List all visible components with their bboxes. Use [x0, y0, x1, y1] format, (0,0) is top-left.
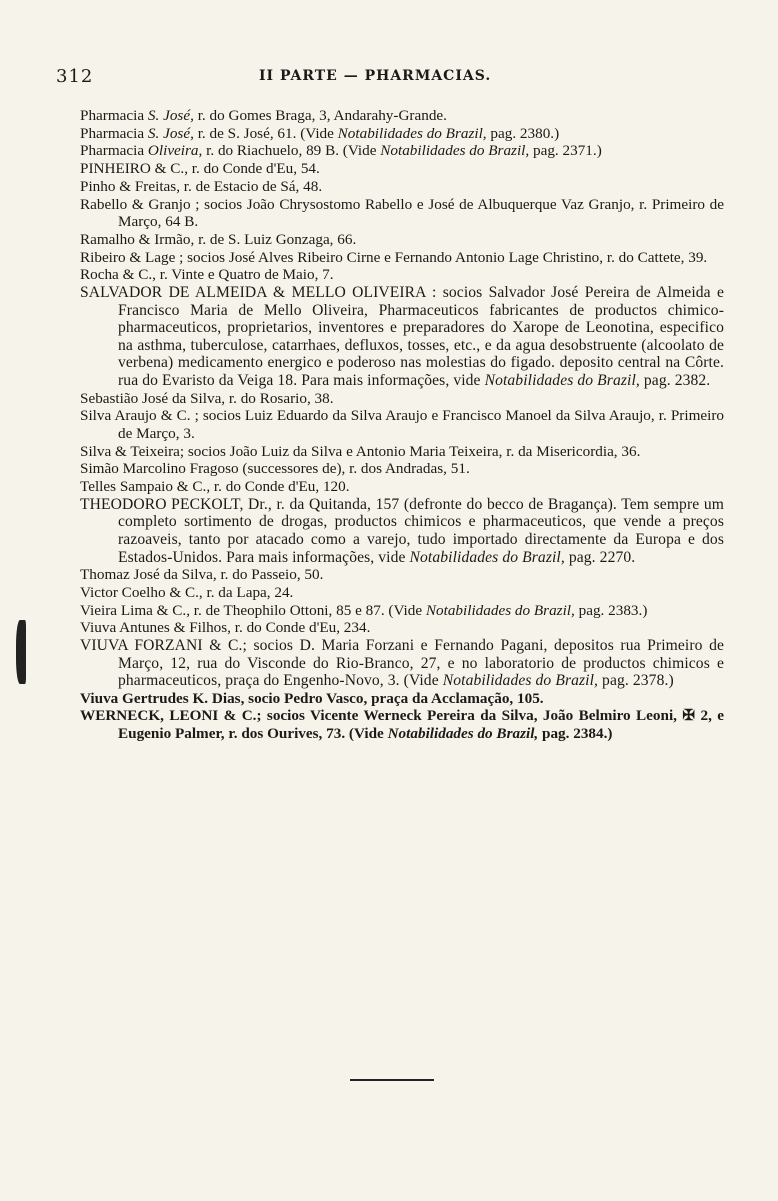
directory-entry: Thomaz José da Silva, r. do Passeio, 50. [80, 566, 324, 584]
pharmacy-directory [80, 107, 724, 743]
directory-entry: PINHEIRO & C., r. do Conde d'Eu, 54. [80, 160, 320, 178]
directory-entry: Pinho & Freitas, r. de Estacio de Sá, 48. [80, 177, 323, 195]
directory-entry: Rocha & C., r. Vinte e Quatro de Maio, 7. [80, 266, 334, 284]
directory-entry: Pharmacia S. José, r. do Gomes Braga, 3, Andarahy-Grande. [80, 107, 447, 124]
end-rule [350, 1079, 434, 1081]
page-number: 312 [56, 66, 94, 87]
directory-entry: Victor Coelho & C., r. da Lapa, 24. [80, 583, 294, 601]
directory-entry: Silva Araujo & C. ; socios Luiz Eduardo da Silva Araujo e Francisco Manoel da Silva Araujo, r. Primeiro de Março, 3. [80, 407, 724, 442]
cross-symbol-icon: ✠ [682, 707, 696, 725]
directory-entry: Viuva Gertrudes K. Dias, socio Pedro Vasco, praça da Acclamação, 105. [80, 689, 544, 707]
directory-entry: Sebastião José da Silva, r. do Rosario, 38. [80, 389, 334, 407]
directory-entry: Viuva Antunes & Filhos, r. do Conde d'Eu, 234. [80, 619, 371, 637]
directory-entry: Silva & Teixeira; socios João Luiz da Silva e Antonio Maria Teixeira, r. da Misericordia, 36. [80, 442, 641, 460]
directory-entry: Ribeiro & Lage ; socios José Alves Ribeiro Cirne e Fernando Antonio Lage Christino, r. do Cattete, 39. [80, 248, 708, 266]
directory-entry: Vieira Lima & C., r. de Theophilo Ottoni, 85 e 87. (Vide Notabilidades do Brazil, pag. 2383.) [80, 601, 648, 619]
page-header [56, 66, 716, 88]
directory-entry: SALVADOR DE ALMEIDA & MELLO OLIVEIRA : socios Salvador José Pereira de Almeida e Francisco Maria de Mello Oliveira, Pharmaceuticos fabricantes de productos chimico-pharmaceuticos, proprietarios, inventores e preparadores do Xarope de Leonotina, especifico na asthma, tuberculose, catarrhaes, defluxos, tosses, etc., e da agua desobstruente (alcoolato de verbena) medicamento energico e poderoso nas molestias do figado. deposito central na Côrte. rua do Evaristo da Veiga 18. Para mais informações, vide Notabilidades do Brazil, pag. 2382. [80, 284, 724, 389]
directory-entry: Pharmacia S. José, r. de S. José, 61. (Vide Notabilidades do Brazil, pag. 2380.) [80, 124, 560, 142]
running-head: II PARTE — PHARMACIAS. [259, 68, 492, 84]
margin-mark [16, 620, 26, 684]
directory-entry: Pharmacia Oliveira, r. do Riachuelo, 89 B. (Vide Notabilidades do Brazil, pag. 2371.) [80, 142, 602, 160]
directory-entry: VIUVA FORZANI & C.; socios D. Maria Forzani e Fernando Pagani, depositos rua Primeiro de Março, 12, rua do Visconde do Rio-Branco, 27, e no laboratorio de productos chimicos e pharmaceuticos, praça do Engenho-Novo, 3. (Vide Notabilidades do Brazil, pag. 2378.) [80, 637, 724, 690]
directory-entry: Ramalho & Irmão, r. de S. Luiz Gonzaga, 66. [80, 230, 357, 248]
directory-entry: WERNECK, LEONI & C.; socios Vicente Werneck Pereira da Silva, João Belmiro Leoni, ✠ 2, e Eugenio Palmer, r. dos Ourives, 73. (Vide Notabilidades do Brazil, pag. 2384.) [80, 707, 724, 743]
directory-entry: Rabello & Granjo ; socios João Chrysostomo Rabello e José de Albuquerque Vaz Granjo, r. Primeiro de Março, 64 B. [80, 195, 724, 231]
directory-entry: THEODORO PECKOLT, Dr., r. da Quitanda, 157 (defronte do becco de Bragança). Tem sempre um completo sortimento de drogas, productos chimicos e pharmaceuticos, que vende a preços razoaveis, tanto por atacado como a varejo, tudo importado directamente da Europa e dos Estados-Unidos. Para mais informações, vide Notabilidades do Brazil, pag. 2270. [80, 495, 724, 566]
directory-entry: Telles Sampaio & C., r. do Conde d'Eu, 120. [80, 478, 350, 496]
directory-entry: Simão Marcolino Fragoso (successores de), r. dos Andradas, 51. [80, 460, 470, 478]
